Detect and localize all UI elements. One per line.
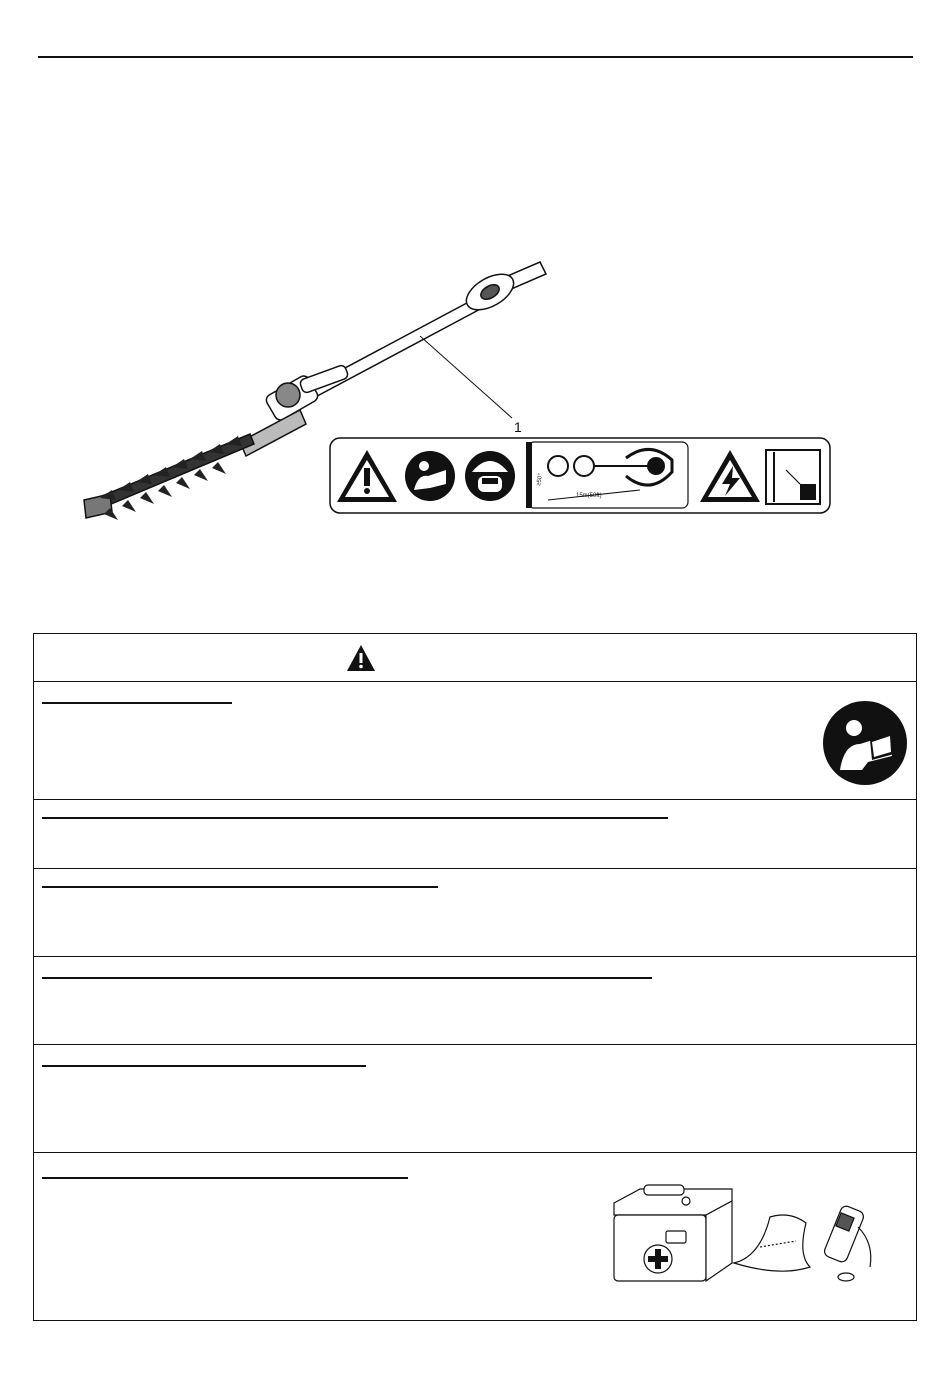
decal-height-text: ≥50° [536, 473, 545, 487]
first-aid-kit-towel-phone-illustration [610, 1167, 890, 1287]
warning-header-row [34, 634, 916, 682]
decal-distance-text: 15m(50ft) [576, 493, 602, 499]
decal-protective-gear-icon [465, 451, 515, 501]
warning-row-5-heading-rule [42, 1065, 366, 1067]
warning-row-6-heading-rule [42, 1177, 408, 1179]
warning-row-5 [34, 1045, 916, 1153]
warning-row-2-heading-rule [42, 817, 668, 819]
warning-row-4-heading-rule [42, 977, 652, 979]
top-rule [38, 56, 913, 58]
safety-warning-table [33, 633, 917, 1321]
callout-leader-line [420, 336, 512, 418]
safety-decal [330, 438, 830, 513]
warning-row-1 [34, 682, 916, 800]
warning-row-6 [34, 1153, 916, 1320]
decal-read-manual-icon [405, 451, 455, 501]
warning-row-4 [34, 957, 916, 1045]
towel-icon [734, 1215, 810, 1271]
warning-row-1-heading-rule [42, 702, 232, 704]
warning-triangle-icon [346, 644, 376, 672]
read-manual-icon [822, 700, 908, 786]
hedge-trimmer-figure [0, 240, 950, 530]
warning-row-3-heading-rule [42, 886, 438, 888]
warning-row-3 [34, 869, 916, 957]
decal-power-line-distance-icon [766, 450, 820, 504]
callout-number: 1 [514, 419, 522, 435]
first-aid-kit-icon [614, 1185, 732, 1281]
mobile-phone-icon [823, 1204, 871, 1281]
warning-row-2 [34, 800, 916, 869]
decal-distance-panel [526, 442, 688, 508]
